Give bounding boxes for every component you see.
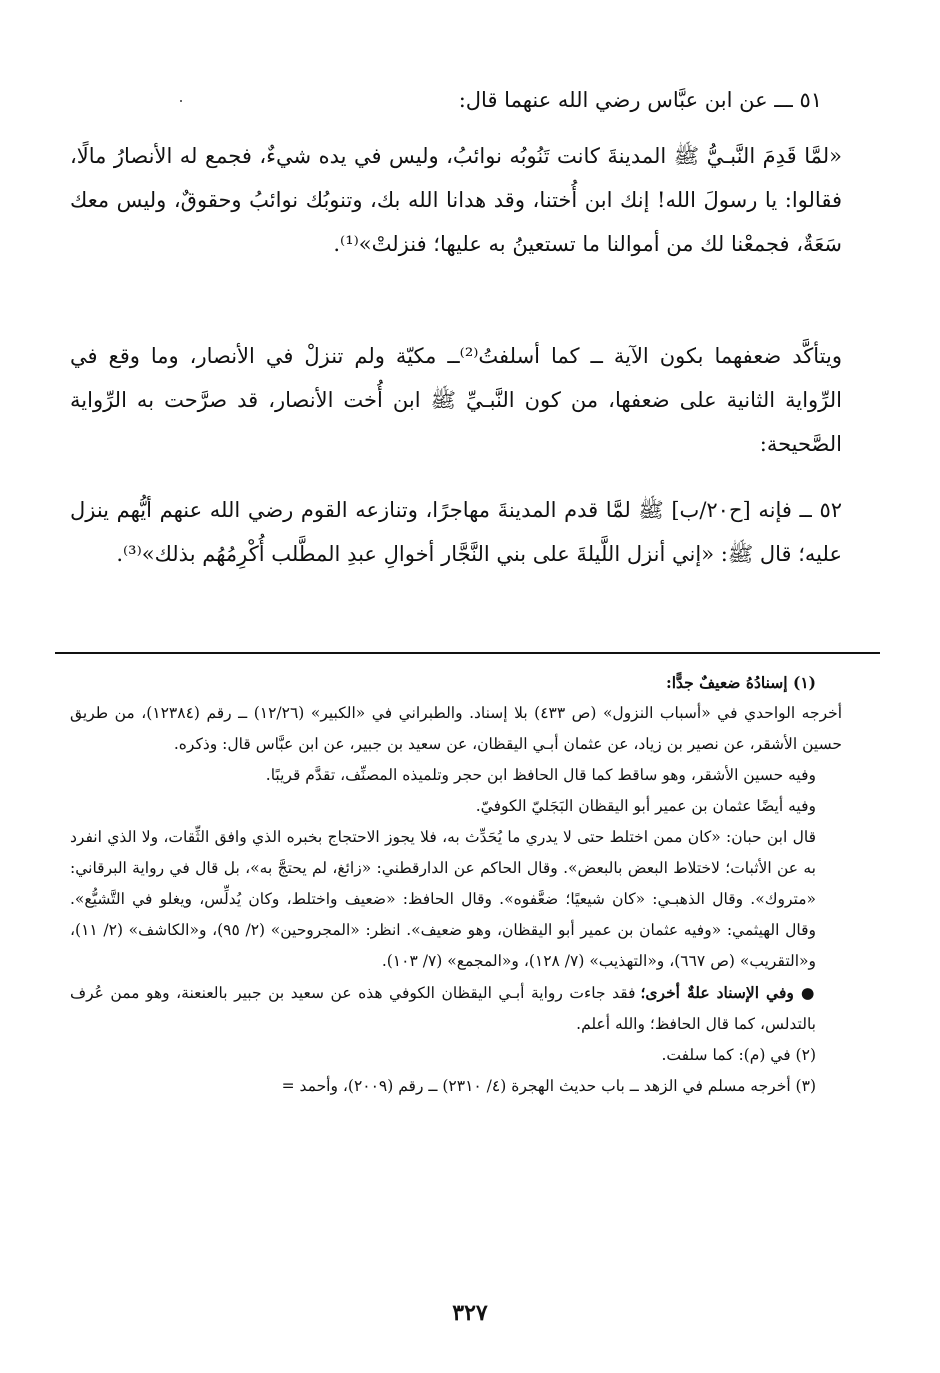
footnote-1-line-5-bold: ● وفي الإسناد علةٌ أخرى؛ — [640, 983, 816, 1002]
main-paragraph-2 — [70, 334, 842, 466]
commentary-text: ويتأكَّد ضعفهما بكون الآية ــ كما أسلفتُ⁽²⁾ــ مكيّة ولم تنزلْ في الأنصار، وما وقع في الرِّواية الثانية على ضعفها، من كون النَّبـيِّ ﷺ ابن أُخت الأنصار، قد صرَّحت به الرِّواية الصَّحيحة: — [70, 344, 842, 456]
footnote-1-line-5 — [70, 977, 842, 1040]
footnotes — [70, 667, 842, 1102]
footnote-2: (٢) في (م): كما سلفت. — [661, 1046, 816, 1064]
footnote-1-line-2: وفيه حسين الأشقر، وهو ساقط كما قال الحافظ ابن حجر وتلميذه المصنِّف، تقدَّم قريبًا. — [265, 766, 816, 784]
hadith-51-heading: ٥١ ـــ عن ابن عبَّاس رضي الله عنهما قال: — [458, 88, 822, 112]
main-paragraph-1 — [70, 134, 842, 266]
footnote-1-line-4: قال ابن حبان: «كان ممن اختلط حتى لا يدري ما يُحَدِّث به، فلا يجوز الاحتجاج بخبره الذي وافق الثِّقات، ولا الذي انفرد به عن الأثبات؛ لاختلاط البعض بالبعض». وقال الحاكم عن الدارقطني: «زائغ، لم يحتجَّ به»، بل قال في رواية البرقاني: «متروك». وقال الذهبـي: «كان شيعيًا؛ ضعَّفوه». وقال الحافظ: «ضعيف واختلط، وكان يُدلِّس، ويغلو في التَّشيُّع». وقال الهيثمي: «وفيه عثمان بن عمير أبو اليقظان، وهو ضعيف». انظر: «المجروحين» (٢/ ٩٥)، و«الكاشف» (٢/ ١١)، و«التقريب» (ص ٦٦٧)، و«التهذيب» (٧/ ١٢٨)، و«المجمع» (٧/ ١٠٣). — [70, 828, 816, 970]
footnote-1-title: (١) إسنادُهُ ضعيفٌ جدًّا: — [665, 673, 816, 692]
footnote-1-line-3: وفيه أيضًا عثمان بن عمير أبو اليقظان البَجَليّ الكوفيّ. — [475, 797, 816, 815]
hadith-51-text: «لمَّا قَدِمَ النَّبـيُّ ﷺ المدينةَ كانت تَنُوبُه نوائبُ، وليس في يده شيءٌ، فجمع له الأنصارُ مالًا، فقالوا: يا رسولَ الله! إنك ابن أُختنا، وقد هدانا الله بك، وتنوبُك نوائبُ وحقوقٌ، وليس معك سَعَةٌ، فجمعْنا لك من أموالنا ما تستعينُ به عليها؛ فنزلتْ»⁽¹⁾. — [70, 144, 842, 256]
footnote-1-line-5-rest: فقد جاءت رواية أبـي اليقظان الكوفي هذه عن سعيد بن جبير بالعنعنة، وهو ممن عُرف بالتدلس، كما قال الحافظ؛ والله أعلم. — [70, 984, 816, 1033]
footnote-1-text: أخرجه الواحدي في «أسباب النزول» (ص ٤٣٣) بلا إسناد. والطبراني في «الكبير» (١٢/٢٦) ــ رقم (١٢٣٨٤)، من طريق حسين الأشقر، عن نصير بن زياد، عن عثمان أبـي اليقظان، عن سعيد بن جبير، عن ابن عبَّاس قال: وذكره. — [70, 704, 843, 753]
main-paragraph-3 — [70, 488, 842, 576]
footnote-3: (٣) أخرجه مسلم في الزهد ــ باب حديث الهجرة (٤/ ٢٣١٠) ــ رقم (٢٠٠٩)، وأحمد = — [281, 1077, 816, 1095]
footnote-separator — [55, 652, 880, 654]
hadith-52-text: ٥٢ ــ فإنه [ح٢٠/ب] ﷺ لمَّا قدم المدينةَ مهاجرًا، وتنازعه القوم رضي الله عنهم أيُّهم ينزل عليه؛ قال ﷺ: «إني أنزل اللَّيلةَ على بني النَّجَّار أخوالِ عبدِ المطَّلب أُكْرِمُهُم بذلك»⁽³⁾. — [70, 498, 842, 566]
page-number: ٣٢٧ — [452, 1300, 488, 1326]
